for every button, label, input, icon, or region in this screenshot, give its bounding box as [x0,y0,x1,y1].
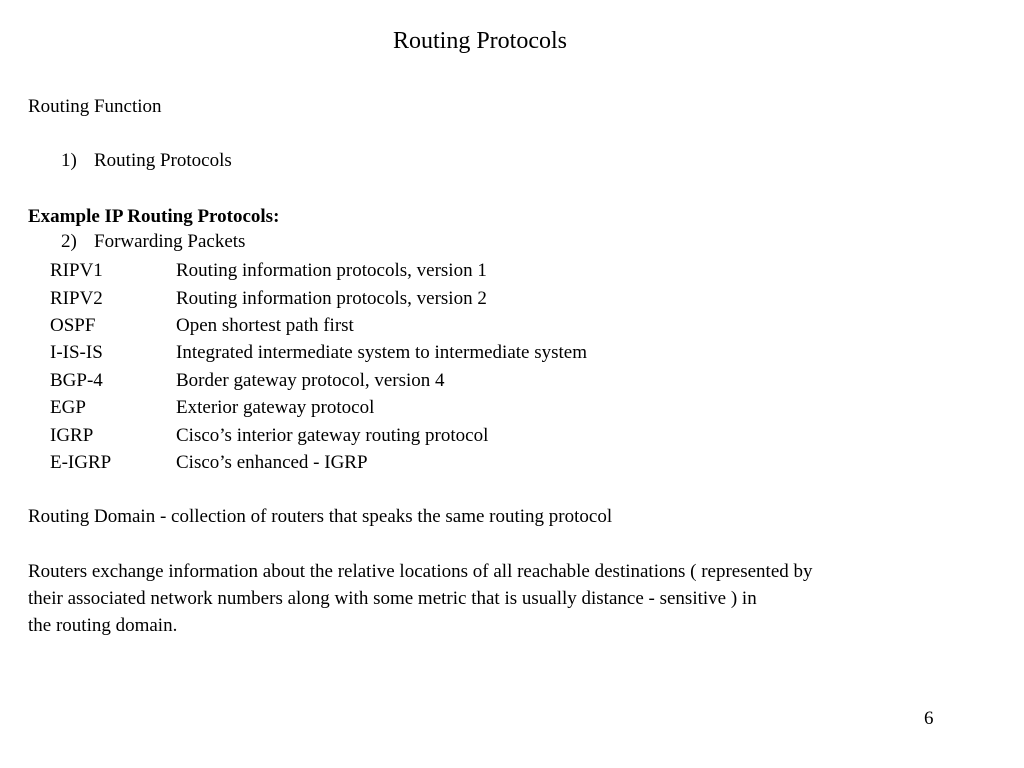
paragraph-line: Routers exchange information about the relative locations of all reachable destinations ( represented by [28,561,813,582]
protocol-row [50,257,587,284]
protocol-row [50,312,587,339]
protocol-row [50,367,587,394]
list-item-number: 2) [61,231,77,252]
protocol-table [50,257,587,476]
protocol-abbr: RIPV1 [50,260,103,282]
list-item-text: Forwarding Packets [94,231,246,252]
list-item-number: 1) [61,150,77,171]
protocol-row [50,339,587,366]
protocol-abbr: IGRP [50,424,94,446]
paragraph-line: their associated network numbers along with some metric that is usually distance - sensitive ) in [28,588,757,609]
protocol-row [50,394,587,421]
protocol-desc: Cisco’s interior gateway routing protocol [176,424,489,446]
routing-exchange-paragraph [28,558,988,639]
protocol-desc: Routing information protocols, version 1 [176,260,487,282]
protocol-abbr: E-IGRP [50,451,112,473]
protocol-row [50,449,587,476]
protocol-desc: Open shortest path first [176,314,354,336]
routing-function-block [28,93,245,282]
protocol-desc: Routing information protocols, version 2 [176,287,487,309]
protocol-row [50,284,587,311]
protocol-abbr: I-IS-IS [50,342,103,364]
list-item [28,120,245,201]
protocol-abbr: EGP [50,397,86,419]
protocol-desc: Cisco’s enhanced - IGRP [176,451,368,473]
page-number: 6 [924,708,934,729]
example-protocols-heading: Example IP Routing Protocols: [28,206,280,227]
protocol-abbr: OSPF [50,314,96,336]
protocol-desc: Integrated intermediate system to intermediate system [176,342,588,364]
protocol-abbr: BGP-4 [50,369,103,391]
routing-function-heading: Routing Function [28,96,162,117]
protocol-desc: Exterior gateway protocol [176,397,375,419]
routing-domain-definition: Routing Domain - collection of routers that speaks the same routing protocol [28,506,613,527]
protocol-desc: Border gateway protocol, version 4 [176,369,445,391]
protocol-row [50,421,587,448]
protocol-abbr: RIPV2 [50,287,103,309]
list-item-text: Routing Protocols [94,150,232,171]
paragraph-line: the routing domain. [28,615,178,636]
slide-title: Routing Protocols [392,28,567,54]
